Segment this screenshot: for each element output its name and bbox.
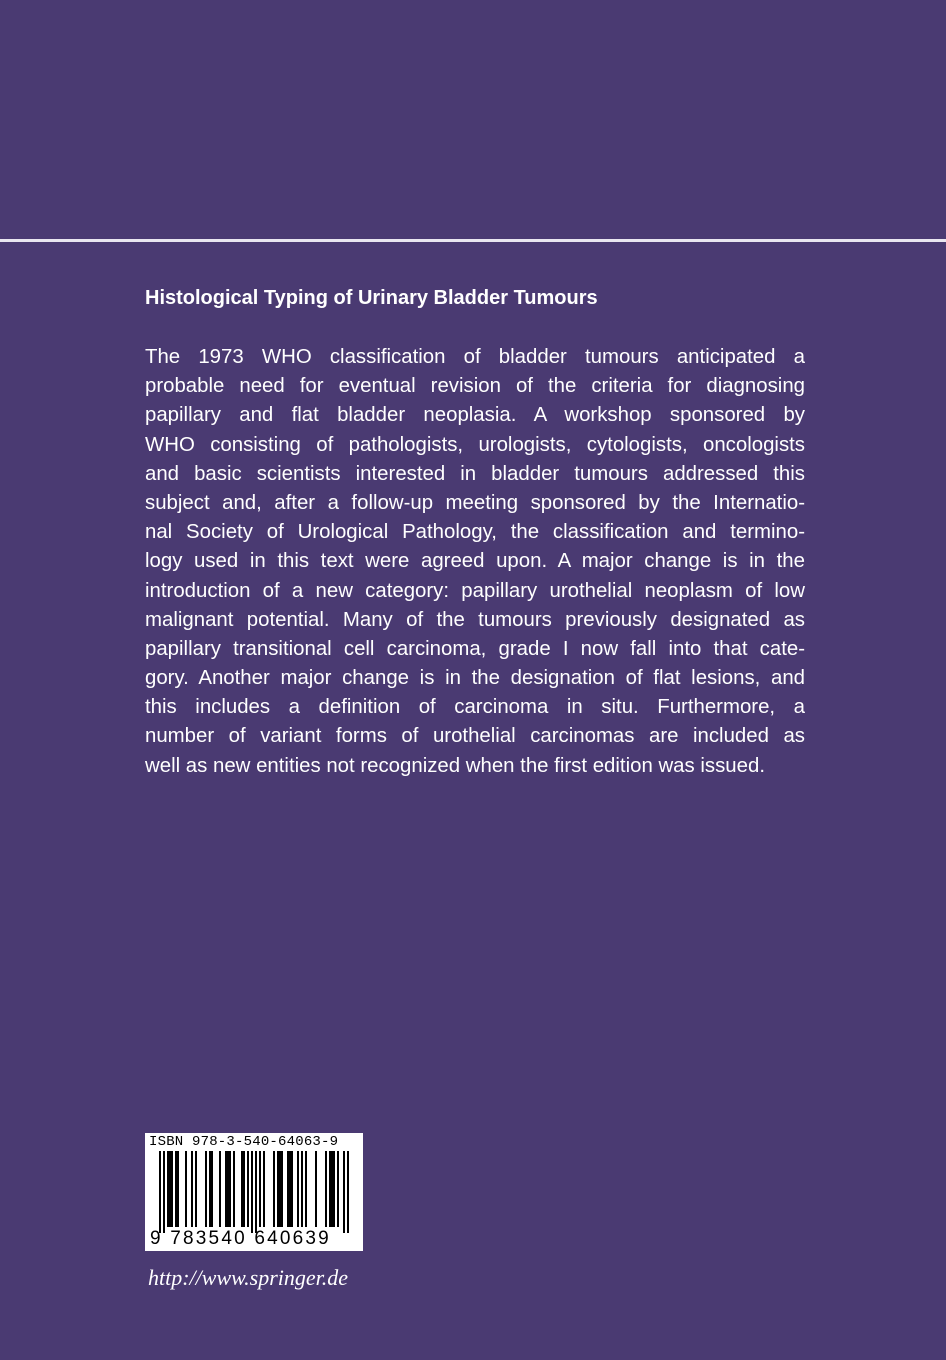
barcode-bar [301,1151,303,1227]
barcode-bar [329,1151,331,1227]
barcode-bar [185,1151,187,1227]
barcode-bar [211,1151,213,1227]
barcode-bar [177,1151,179,1227]
barcode-bar [219,1151,221,1227]
isbn-barcode [145,1133,363,1251]
barcode-bar [191,1151,193,1227]
barcode-bar [255,1151,257,1233]
barcode-bar [243,1151,245,1227]
horizontal-rule [0,239,946,242]
barcode-bar [273,1151,275,1227]
barcode-bar [333,1151,335,1227]
barcode-bar [331,1151,333,1227]
barcode-bar [195,1151,197,1227]
blurb-line: nal Society of Urological Pathology, the classification and termino- [145,521,805,544]
book-title: Histological Typing of Urinary Bladder Tumours [145,287,598,309]
barcode-bar [259,1151,261,1227]
blurb-line: papillary transitional cell carcinoma, grade I now fall into that cate- [145,637,805,660]
barcode-bar [175,1151,177,1227]
isbn-label: ISBN 978-3-540-64063-9 [149,1134,339,1150]
publisher-url: http://www.springer.de [148,1265,349,1290]
barcode-bar [159,1151,161,1233]
barcode-bar [289,1151,291,1227]
barcode-bar [241,1151,243,1227]
barcode-bar [315,1151,317,1227]
barcode-bar [305,1151,307,1227]
blurb-line: subject and, after a follow-up meeting sponsored by the Internatio- [145,491,805,514]
barcode-bar [233,1151,235,1227]
barcode-bar [171,1151,173,1227]
barcode-bar [281,1151,283,1227]
barcode-bar [205,1151,207,1227]
blurb-line: gory. Another major change is in the designation of flat lesions, and [145,667,805,690]
barcode-bar [163,1151,165,1233]
barcode-bar [325,1151,327,1227]
blurb-line: The 1973 WHO classification of bladder tumours anticipated a [145,346,805,368]
blurb-line: number of variant forms of urothelial carcinomas are included as [145,725,805,748]
blurb-line: probable need for eventual revision of the criteria for diagnosing [145,375,805,398]
barcode-bar [279,1151,281,1227]
barcode-bar [277,1151,279,1227]
barcode-bar [337,1151,339,1227]
barcode-bar [347,1151,349,1233]
blurb-line: this includes a definition of carcinoma in situ. Furthermore, a [145,696,805,719]
blurb-line: papillary and flat bladder neoplasia. A workshop sponsored by [145,404,805,427]
barcode-bar [227,1151,229,1227]
barcode-bar [167,1151,169,1227]
barcode-bar [251,1151,253,1233]
barcode-bar [209,1151,211,1227]
barcode-bar [297,1151,299,1227]
blurb-line: malignant potential. Many of the tumours previously designated as [145,608,805,631]
barcode-bar [247,1151,249,1227]
ean-digits: 9 783540 640639 [150,1228,331,1249]
blurb-line: well as new entities not recognized when the first edition was issued. [145,754,765,777]
blurb-line: WHO consisting of pathologists, urologists, cytologists, oncologists [145,433,805,456]
barcode-bar [229,1151,231,1227]
barcode-bar [263,1151,265,1227]
barcode-bar [169,1151,171,1227]
barcode-bars-icon [145,1149,363,1233]
blurb-paragraph [145,343,805,781]
barcode-bar [343,1151,345,1233]
barcode-bar [225,1151,227,1227]
barcode-bar [287,1151,289,1227]
barcode-bar [291,1151,293,1227]
blurb-line: logy used in this text were agreed upon. A major change is in the [145,550,805,573]
blurb-line: and basic scientists interested in bladder tumours addressed this [145,462,805,485]
blurb-line: introduction of a new category: papillary urothelial neoplasm of low [145,579,805,602]
